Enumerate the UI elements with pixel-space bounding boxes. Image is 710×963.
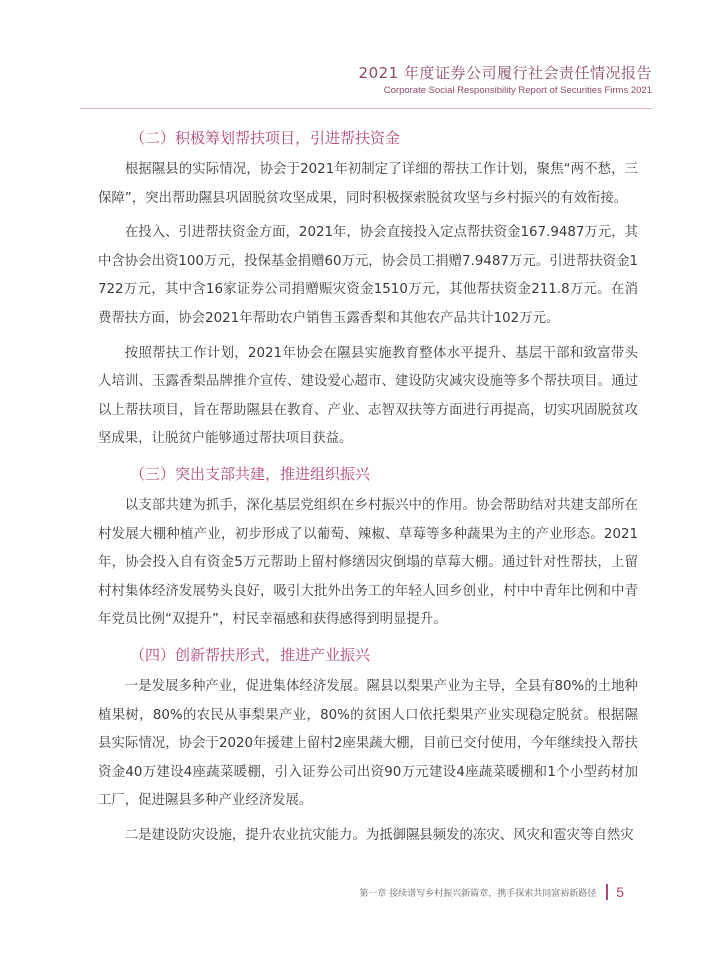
- paragraph: 根据隰县的实际情况，协会于2021年初制定了详细的帮扶工作计划，聚焦“两不愁，三保障”，突出帮助隰县巩固脱贫攻坚成果，同时积极探索脱贫攻坚与乡村振兴的有效衔接。: [98, 162, 638, 206]
- header-divider: [80, 108, 652, 109]
- footer-chapter-title: 第一章 接续谱写乡村振兴新篇章，携手探索共同富裕新路径: [359, 888, 597, 899]
- footer-divider: [606, 884, 608, 900]
- section-heading: （二）积极筹划帮扶项目，引进帮扶资金: [130, 129, 401, 147]
- section-project-funding: [98, 124, 638, 454]
- report-subtitle: Corporate Social Responsibility Report of Securities Firms 2021: [383, 85, 652, 96]
- section-heading: （三）突出支部共建，推进组织振兴: [130, 464, 371, 483]
- paragraph: 一是发展多种产业，促进集体经济发展。隰县以梨果产业为主导，全县有80%的土地种植果树，80%的农民从事梨果产业，80%的贫困人口依托梨果产业实现稳定脱贫。根据隰县实际情况，协会于2020年援建上留村2座果蔬大棚，目前已交付使用，今年继续投入帮扶资金40万建设4座蔬菜暖棚，引入证券公司出资90万元建设4座蔬菜暖棚和1个小型药材加工厂，促进隰县多种产业经济发展。: [98, 678, 638, 809]
- page-body: [98, 124, 638, 856]
- paragraph: 按照帮扶工作计划，2021年协会在隰县实施教育整体水平提升、基层干部和致富带头人培训、玉露香梨品牌推介宣传、建设爱心超市、建设防灾减灾设施等多个帮扶项目。通过以上帮扶项目，旨在帮助隰县在教育、产业、志智双扶等方面进行再提高，切实巩固脱贫攻坚成果，让脱贫户能够通过帮扶项目获益。: [98, 345, 638, 447]
- report-header: [359, 63, 652, 98]
- page-number: 5: [616, 884, 624, 900]
- page-footer: [359, 884, 624, 900]
- report-title: 2021 年度证券公司履行社会责任情况报告: [358, 64, 652, 82]
- paragraph: 在投入、引进帮扶资金方面，2021年，协会直接投入定点帮扶资金167.9487万元，其中含协会出资100万元，投保基金捐赠60万元，协会员工捐赠7.9487万元。引进帮扶资金1722万元，其中含16家证券公司捐赠赈灾资金1510万元，其他帮扶资金211.8万元。在消费帮扶方面，协会2021年帮助农户销售玉露香梨和其他农产品共计102万元。: [98, 225, 638, 326]
- section-party-building: [98, 460, 638, 635]
- paragraph: 以支部共建为抓手，深化基层党组织在乡村振兴中的作用。协会帮助结对共建支部所在村发展大棚种植产业，初步形成了以葡萄、辣椒、草莓等多种蔬果为主的产业形态。2021年，协会投入自有资金5万元帮助上留村修缮因灾倒塌的草莓大棚。通过针对性帮扶，上留村村集体经济发展势头良好，吸引大批外出务工的年轻人回乡创业，村中中青年比例和中青年党员比例“双提升”，村民幸福感和获得感得到明显提升。: [98, 497, 638, 628]
- section-industry-revitalization: [98, 641, 638, 851]
- paragraph: 二是建设防灾设施，提升农业抗灾能力。为抵御隰县频发的冻灾、风灾和雹灾等自然灾: [124, 827, 634, 843]
- section-heading: （四）创新帮扶形式，推进产业振兴: [130, 645, 371, 664]
